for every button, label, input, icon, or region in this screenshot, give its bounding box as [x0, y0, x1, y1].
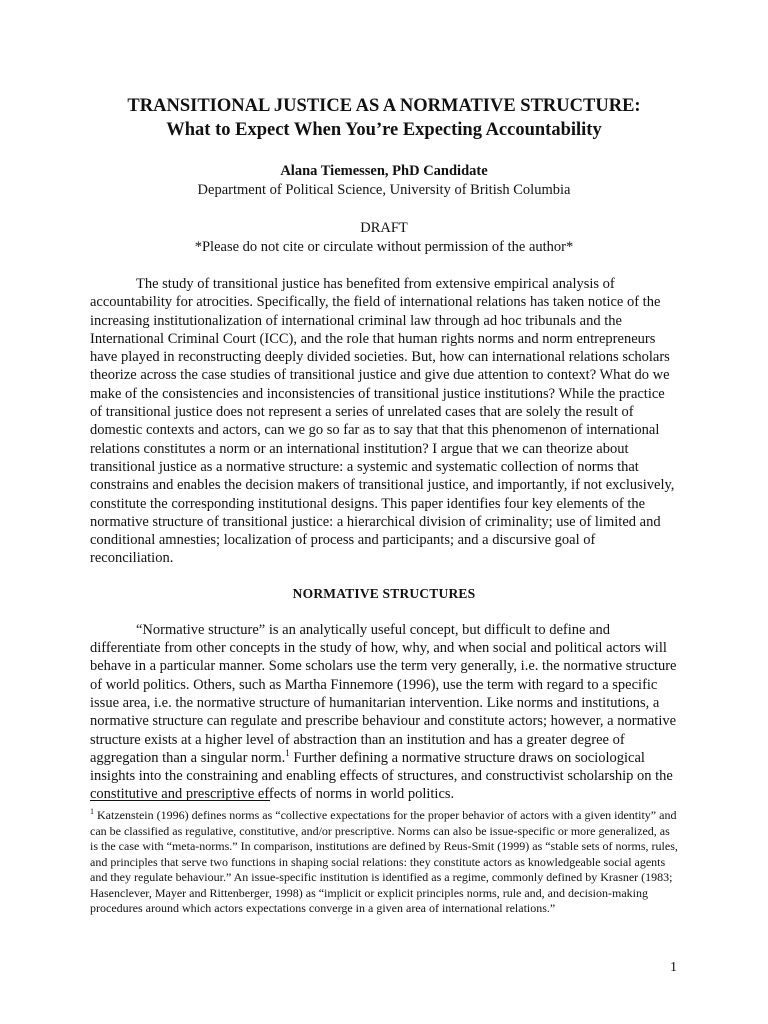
- footnote-text: Katzenstein (1996) defines norms as “collective expectations for the proper behavior of actors with a given identity” and can be classified as regulative, constitutive, and/or prescriptive. Norms can also be issue-specific or more generalized, as is the case with “meta-norms.” In comparison, institutions are defined by Reus-Smit (1999) as “stable sets of norms, rules, and principles that serve two functions in shaping social relations: they constitute actors as knowledgeable social agents and they regulate behaviour.” An issue-specific institution is identified as a regime, commonly defined by Krasner (1983; Hasenclever, Mayer and Rittenberger, 1998) as “implicit or explicit principles norms, rule and, and decision-making procedures around which actors expectations converge in a given area of international relations.”: [90, 808, 678, 915]
- footnote-divider: [90, 800, 270, 801]
- draft-notice-block: [90, 219, 678, 257]
- draft-label: DRAFT: [360, 220, 408, 236]
- author-affiliation: Department of Political Science, University of British Columbia: [197, 182, 571, 198]
- author-name: Alana Tiemessen, PhD Candidate: [280, 163, 488, 179]
- section-paragraph-part-2: Further defining a normative structure draws on sociological insights into the constraining and enabling effects of structures, and constructivist scholarship on the constitutive and prescriptive effects of norms in world politics.: [90, 749, 673, 803]
- paper-title: [90, 94, 678, 142]
- author-block: [90, 162, 678, 200]
- section-paragraph: [90, 621, 678, 804]
- title-line-2: What to Expect When You’re Expecting Accountability: [166, 120, 602, 140]
- footnote-reference[interactable]: 1: [285, 748, 290, 758]
- footnote: [90, 808, 680, 917]
- footnote-number: 1: [90, 807, 94, 816]
- title-line-1: TRANSITIONAL JUSTICE AS A NORMATIVE STRUCTURE:: [127, 96, 641, 116]
- section-heading: NORMATIVE STRUCTURES: [292, 585, 476, 601]
- abstract-paragraph: The study of transitional justice has benefited from extensive empirical analysis of accountability for atrocities. Specifically, the field of international relations has taken notice of the increasing institutionalization of international criminal law through ad hoc tribunals and the International Criminal Court (ICC), and the role that human rights norms and norm entrepreneurs have played in reconstructing deeply divided societies. But, how can international relations scholars theorize across the case studies of transitional justice and give due attention to context? What do we make of the consistencies and inconsistencies of transitional justice institutions? While the practice of transitional justice does not represent a series of unrelated cases that are solely the result of domestic contexts and actors, can we go so far as to say that that this phenomenon of international relations constitutes a norm or an international institution? I argue that we can theorize about transitional justice as a normative structure: a systemic and systematic collection of norms that constrains and enables the decision makers of transitional justice, and importantly, if not exclusively, constitute the corresponding institutional designs. This paper identifies four key elements of the normative structure of transitional justice: a hierarchical division of criminality; use of limited and conditional amnesties; localization of process and participants; and a discursive goal of reconciliation.: [90, 276, 675, 567]
- page-number: 1: [670, 960, 677, 975]
- draft-notice: *Please do not cite or circulate without permission of the author*: [194, 239, 574, 255]
- section-paragraph-part-1: “Normative structure” is an analytically useful concept, but difficult to define and differentiate from other concepts in the study of how, why, and when social and political actors will behave in a particular manner. Some scholars use the term very generally, i.e. the normative structure of world politics. Others, such as Martha Finnemore (1996), use the term with regard to a specific issue area, i.e. the normative structure of humanitarian intervention. Like norms and institutions, a normative structure can regulate and prescribe behaviour and constitute actors; however, a normative structure exists at a higher level of abstraction than an institution and has a greater degree of aggregation than a singular norm.: [90, 621, 677, 766]
